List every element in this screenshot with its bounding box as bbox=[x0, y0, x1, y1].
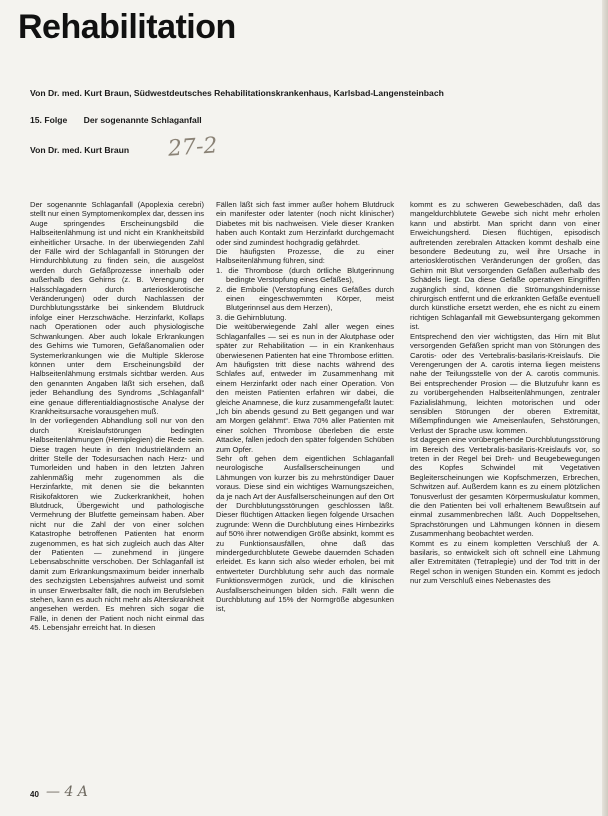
page-number: 40 bbox=[30, 790, 39, 799]
paragraph: kommt es zu schweren Gewebeschäden, daß das mangeldurchblutete Gewebe sich nicht mehr erholen kann und abstirbt. Man spricht dann von einer Erweichungsherd. Diesen flüchtigen, episodisch auftretenden zerebralen Attacken kommt deshalb eine besondere Bedeutung zu, weil ihre Ursache in arteriosklerotischen Veränderungen der großen, das Gehirn mit Blut versorgenden Gefäßen außerhalb des Schädels liegt. Da diese Gefäße operativen Eingriffen zugänglich sind, können die Strömungshindernisse chirurgisch entfernt und die erkrankten Gefäße eventuell durch künstliche ersetzt werden, ehe es nicht zu einem richtigen Schlaganfall mit Gewebsuntergang gekommen ist. bbox=[410, 200, 600, 332]
text-column-2 bbox=[216, 200, 394, 812]
series-number: 15. Folge bbox=[30, 115, 68, 125]
list-item: 3. die Gehirnblutung. bbox=[216, 312, 287, 322]
paragraph: In der vorliegenden Abhandlung soll nur von den durch Kreislaufstörungen bedingten Halbseitenlähmungen (Hemiplegien) die Rede sein. Diese tragen heute in den Industrieländern an dritter Stelle der Todesursachen nach Herz- und Tumorleiden und haben in den letzten Jahren zahlenmäßig mehr zugenommen als die Herzinfarkte, mit denen sie die bekannten Risikofaktoren wie Zuckerkrankheit, hohen Blutdruck, Übergewicht und pathologische Vermehrung der Blutfette gemeinsam haben. Aber nicht nur die Zahl der von einer solchen Katastrophe betroffenen Patienten hat enorm zugenommen, es hat sich zugleich auch das Alter der Patienten — zunehmend in jüngere Lebensabschnitte verschoben. Der Schlaganfall ist damit zum Erkrankungsmaximum beider innerhalb des sechzigsten Lebensjahres aufweist und somit in unser Erwerbsalter fällt, die noch im Berufsleben stehen, kann es auch nicht mehr als Alterskrankheit angesehen werden. Es mehren sich sogar die Fälle, in denen der Patient noch nicht einmal das 45. Lebensjahr erreicht hat. In diesen bbox=[30, 416, 204, 633]
text-column-1 bbox=[30, 200, 204, 812]
paragraph: Die häufigsten Prozesse, die zu einer Halbseitenlähmung führen, sind: bbox=[216, 247, 394, 266]
paragraph: Entsprechend den vier wichtigsten, das Hirn mit Blut versorgenden Gefäßen spricht man von Störungen des Carotis- oder des Vertebralis-basilaris-Kreislaufs. Die Verengerungen der A. carotis interna liegen meistens nahe der Teilungsstelle von der A. carotis communis. Bei entsprechender Prosion — die Blutzufuhr kann es zu vorübergehenden Halbseitenlähmungen, zentraler Fazialislähmung, leichten motorischen und oder sensiblen Störungen der oberen Extremität, Mißempfindungen wie Ameisenlaufen, Sehstörungen, Verlust der Sprache usw. kommen. bbox=[410, 331, 600, 435]
list-item: 1. die Thrombose (durch örtliche Blutgerinnung bedingte Verstopfung eines Gefäßes), bbox=[216, 265, 394, 285]
list-item: 2. die Embolie (Verstopfung eines Gefäßes durch einen eingeschwemmten Körper, meist Blutgerinnsel aus dem Herzen), bbox=[216, 284, 394, 313]
paragraph: Kommt es zu einem kompletten Verschluß der A. basilaris, so entwickelt sich oft schnell eine Lähmung aller Extremitäten (Tetraplegie) und der Tod tritt in der Regel schon in wenigen Stunden ein. Kommt es jedoch nur zum Verschluß eines Nebenastes des bbox=[410, 538, 600, 586]
paragraph: Ist dagegen eine vorübergehende Durchblutungsstörung im Bereich des Vertebralis-basilaris-Kreislaufs vor, so treten in der Regel bei Dreh- und Beugebewegungen des Kopfes Schwindel mit Vegetativen Begleiterscheinungen wie Kopfschmerzen, Erbrechen, Schwitzen auf. Außerdem kann es zu einem plötzlichen Tonusverlust der gesamten Körpermuskulatur kommen, die den Patienten bei voll erhaltenem Bewußtsein auf einmal zusammenbrechen läßt. Auch Doppeltsehen, Sprachstörungen und Lähmungen können in diesem Zusammenhang beobachtet werden. bbox=[410, 435, 600, 539]
paragraph: Die weitüberwiegende Zahl aller wegen eines Schlaganfalles — sei es nun in der Akutphase oder später zur Rehabilitation — in ein Krankenhaus überwiesenen Patienten hat eine Thrombose erlitten. Am häufigsten tritt diese nachts während des Schlafes auf, entweder im Zusammenhang mit einem Herzinfarkt oder nach einer Operation. Von den meisten Patienten erfahren wir dabei, die gleiche Anamnese, die kurz zusammengefaßt lautet: „Ich bin abends gesund zu Bett gegangen und war am Morgen gelähmt“. Etwa 70% aller Patienten mit einer solchen Thrombose überleben die erste Attacke, fallen jedoch den später folgenden Schüben zum Opfer. bbox=[216, 322, 394, 454]
text-column-3 bbox=[410, 200, 600, 812]
page-title: Rehabilitation bbox=[18, 8, 236, 46]
article-title: Der sogenannte Schlaganfall bbox=[83, 115, 202, 125]
series-line bbox=[30, 115, 202, 125]
paragraph: Fällen läßt sich fast immer außer hohem Blutdruck ein manifester oder latenter (noch nicht klinischer) Diabetes mit bis nachweisen. Viele dieser Kranken haben auch Kontakt zum Herzinfarkt durchgemacht oder sind zumindest hochgradig gefährdet. bbox=[216, 200, 394, 247]
handwritten-note: 27-2 bbox=[167, 133, 219, 162]
handwritten-page-note: — 4 A bbox=[46, 784, 88, 800]
paragraph: Sehr oft gehen dem eigentlichen Schlaganfall neurologische Ausfallserscheinungen und Lähmungen von kurzer bis zu mehrstündiger Dauer voraus. Diese sind ein wichtiges Warnungszeichen, da je nach Art der Ausfallserscheinungen auf den Ort der Durchblutungsstörungen geschlossen läßt. Dieser flüchtigen Attacken liegen folgende Ursachen zugrunde: Wenn die Durchblutung eines Hirnbezirks auf 50% ihrer notwendigen Größe absinkt, kommt es zu Funktionsausfällen, ohne daß das mindergedurchblutete Gewebe dauernden Schaden erleidet. Es kann sich also wieder erholen, bei mit entwerteter Durchblutung sehr auch das normale Funktionsvermögen zurück, und die klinischen Ausfallserscheinungen bilden sich. Fällt wenn die Durchblutung auf 15% der Normgröße abgesunken ist, bbox=[216, 453, 394, 614]
paragraph: Der sogenannte Schlaganfall (Apoplexia cerebri) stellt nur einen Symptomenkomplex dar, dessen ins Auge springendes Erscheinungsbild die Halbseitenlähmung ist und nicht ein Krankheitsbild einheitlicher Ursache. In der überwiegenden Zahl der Fälle wird der Schlaganfall in Störungen der Hirndurchblutung zu finden sein, die ausgelöst werden durch Gefäßprozesse innerhalb oder außerhalb des Gehirns (z. B. Verengung der Halsschlagadern durch arteriosklerotische Veränderungen) oder durch Nachlassen der Durchblutungsstärke bei sinkendem Blutdruck infolge einer Herzschwäche. Herzinfarkt, Kollaps nach Operationen oder auch physiologische Schwankungen. Aber auch lokale Erkrankungen des Gehirns wie Tumoren, Gefäßanomalien oder Systemerkrankungen wie die Multiple Sklerose können unter dem Erscheinungsbild der Halbseitenlähmung erstmals sichtbar werden. Aus den genannten Angaben läßt sich ersehen, daß jeder Behandlung des Syndroms „Schlaganfall“ eine genaue differentialdiagnostische Analyse der Krankheitsursache vorausgehen muß. bbox=[30, 200, 204, 416]
author-affiliation: Von Dr. med. Kurt Braun, Südwestdeutsches Rehabilitationskrankenhaus, Karlsbad-Langensteinbach bbox=[30, 88, 444, 98]
page-edge-shadow bbox=[602, 0, 608, 816]
byline: Von Dr. med. Kurt Braun bbox=[30, 145, 130, 155]
